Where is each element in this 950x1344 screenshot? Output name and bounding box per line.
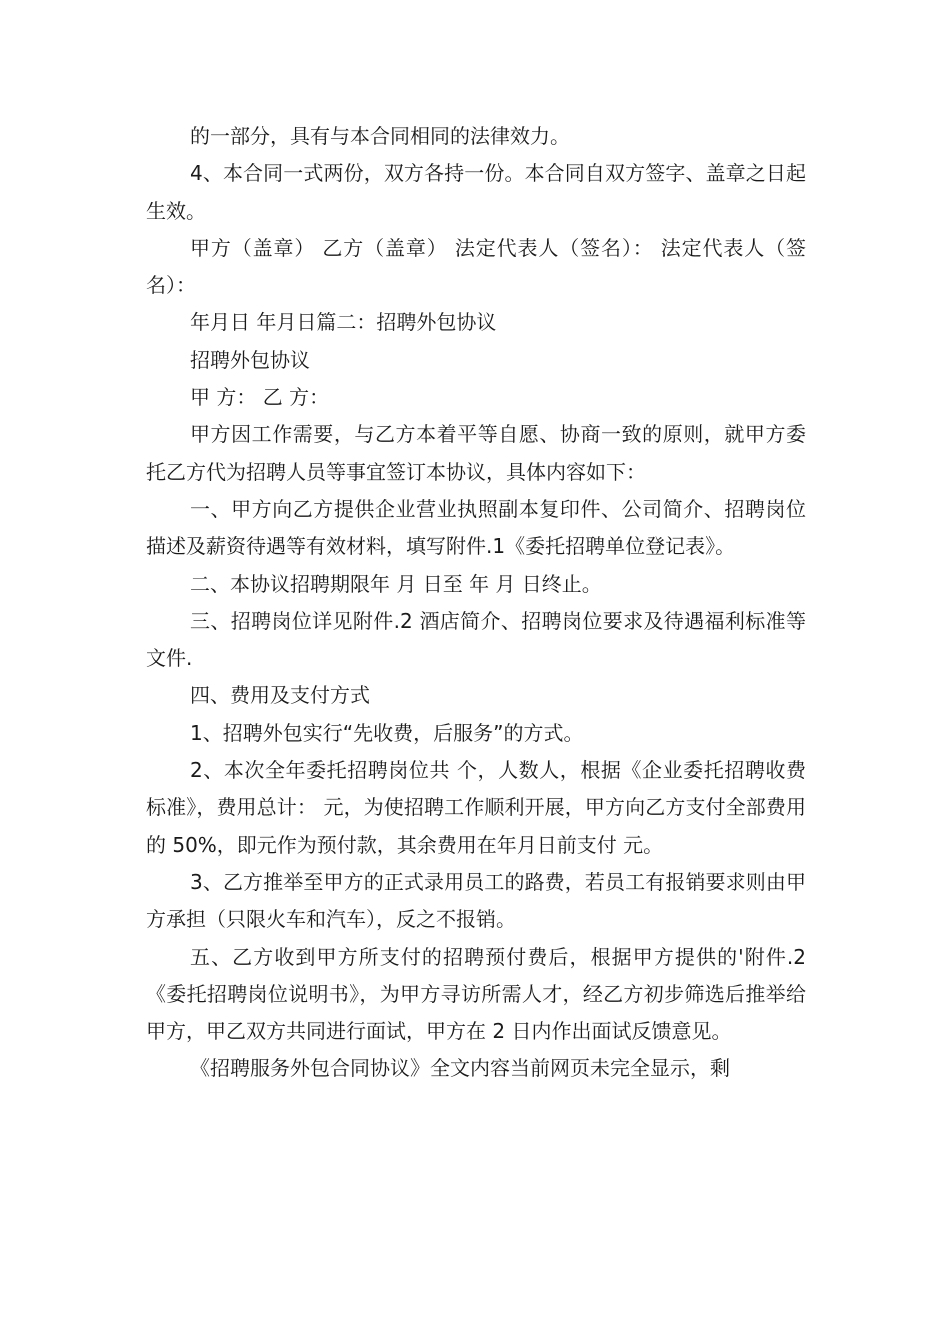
- paragraph-fee-item-2: 2、本次全年委托招聘岗位共 个，人数人，根据《企业委托招聘收费标准》，费用总计： 元，为使招聘工作顺利开展，甲方向乙方支付全部费用的 50%，即元作为预付款，其余费用在年月日前支付 元。: [146, 758, 806, 857]
- paragraph-fee-item-1: 1、招聘外包实行“先收费，后服务”的方式。: [190, 720, 584, 745]
- paragraph-preamble: 甲方因工作需要，与乙方本着平等自愿、协商一致的原则，就甲方委托乙方代为招聘人员等事宜签订本协议，具体内容如下：: [146, 422, 806, 484]
- paragraph-truncation-notice: 《招聘服务外包合同协议》全文内容当前网页未完全显示，剩: [190, 1056, 730, 1081]
- paragraph-clause-4-heading: 四、费用及支付方式: [190, 683, 370, 708]
- paragraph-copies-clause: 4、本合同一式两份，双方各持一份。本合同自双方签字、盖章之日起生效。: [146, 161, 806, 223]
- paragraph-clause-3: 三、招聘岗位详见附件.2 酒店简介、招聘岗位要求及待遇福利标准等文件.: [146, 608, 806, 671]
- paragraph-parties: 甲 方： 乙 方：: [190, 385, 330, 410]
- document-body: [146, 118, 806, 1088]
- paragraph-date-line: 年月日 年月日篇二：招聘外包协议: [190, 310, 497, 335]
- paragraph-clause-5: 五、乙方收到甲方所支付的招聘预付费后，根据甲方提供的'附件.2《委托招聘岗位说明书》，为甲方寻访所需人才，经乙方初步筛选后推举给甲方，甲乙双方共同进行面试，甲方在 2 日内作出面试反馈意见。: [146, 944, 806, 1044]
- paragraph-clause-2: 二、本协议招聘期限年 月 日至 年 月 日终止。: [190, 571, 602, 596]
- paragraph-signature-line: 甲方（盖章） 乙方（盖章） 法定代表人（签名）： 法定代表人（签名）：: [146, 235, 806, 298]
- paragraph-fee-item-3: 3、乙方推举至甲方的正式录用员工的路费，若员工有报销要求则由甲方承担（只限火车和汽车），反之不报销。: [146, 869, 806, 932]
- paragraph-legal-effect: 的一部分，具有与本合同相同的法律效力。: [190, 124, 570, 148]
- paragraph-clause-1: 一、甲方向乙方提供企业营业执照副本复印件、公司简介、招聘岗位描述及薪资待遇等有效材料，填写附件.1《委托招聘单位登记表》。: [146, 496, 806, 559]
- paragraph-agreement-title: 招聘外包协议: [190, 347, 310, 372]
